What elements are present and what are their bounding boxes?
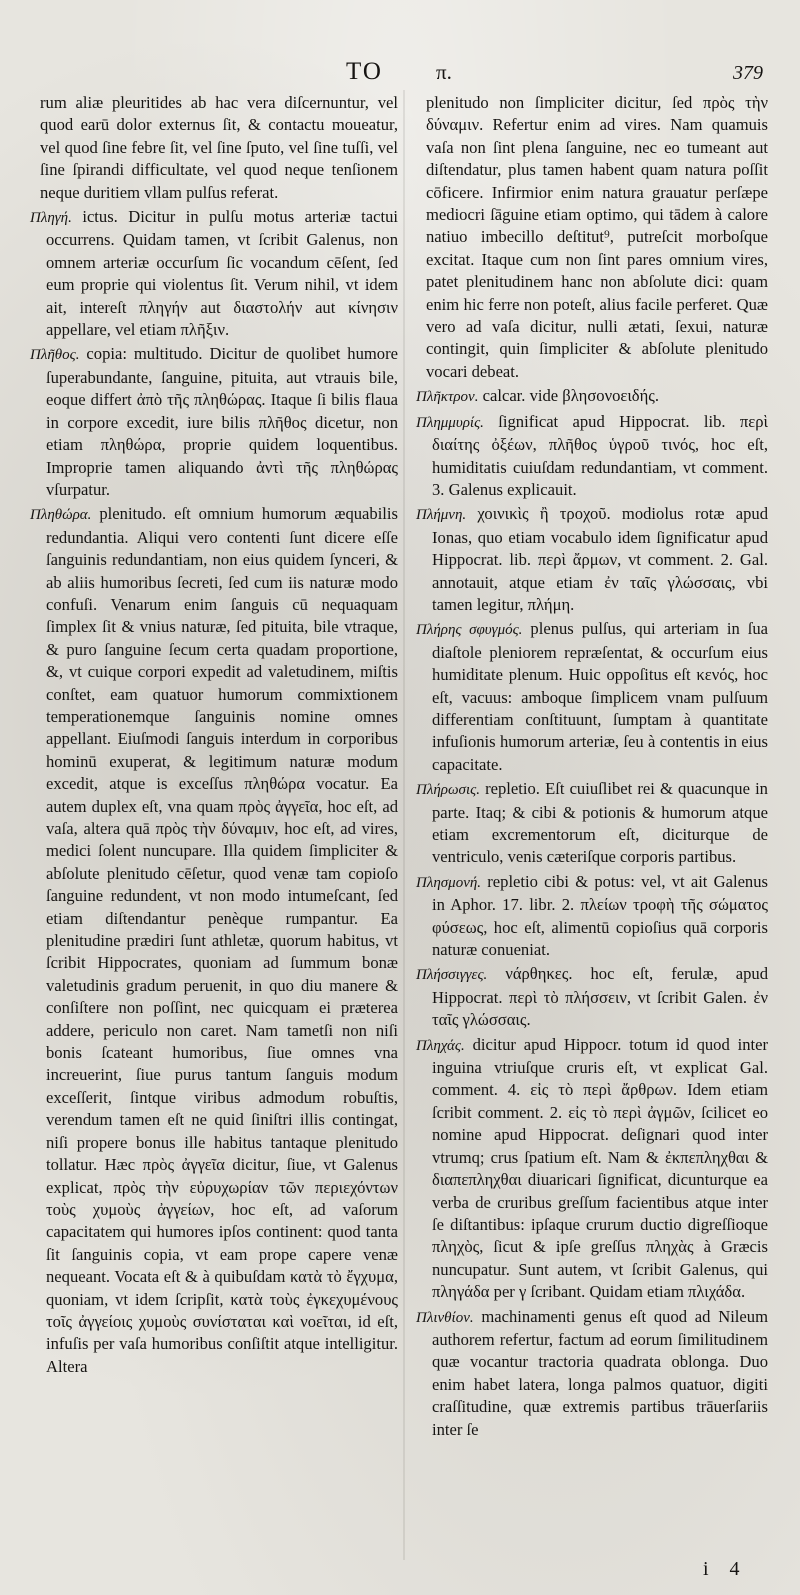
running-head: TO: [346, 58, 383, 85]
entry-headword: Πλήμνη.: [416, 507, 467, 524]
running-head-continuation: π.: [436, 60, 452, 84]
entry-headword: Πλημμυρίς.: [416, 414, 484, 431]
dictionary-entry: [416, 1306, 768, 1441]
entry-text: χοινικὶς ἢ τροχοῦ. modiolus rotæ apud Ionas, quo etiam vocabulo idem ſignificatur apud Hippocrat. lib. περὶ ἄρμων, vt comment. 2. Gal. annotauit, atque etiam ἐν ταῖς γλώσσαις, vbi tamen legitur, πλήμη.: [432, 504, 768, 614]
dictionary-entry: [30, 206, 398, 341]
dictionary-entry: [416, 385, 768, 408]
dictionary-entry: [416, 963, 768, 1031]
dictionary-entry: [416, 871, 768, 962]
entry-text: ictus. Dicitur in pulſu motus arteriæ tactui occurrens. Quidam tamen, vt ſcribit Galenus, non omnem arteriæ occurſum ſic vocandum cēſent, ſed eum proprie qui violentus ſit. Verum nihil, vt idem ait, intereſt πληγήν aut διαστολήν aut κίνησιν appellare, vel etiam πλῆξιν.: [46, 207, 398, 340]
entry-text: dicitur apud Hippocr. totum id quod inter inguina vtriuſque cruris eſt, vt explicat Gal. comment. 4. εἰς τὸ περὶ ἄρθρων. Idem etiam ſcribit comment. 2. εἰς τὸ περὶ ἀγμῶν, ſcilicet eo nomine apud Hippocrat. deſignari quod inter vtrumq; crus ſpatium eſt. Nam & ἐκπεπληχθαι & διαπεπληχθαι diuaricari ſignificat, dicunturque ea verba de cruribus greſſum facientibus atque inter ſe diſtantibus: ipſaque crurum ductio digreſſioque πληχὸς, ſicut & ipſe greſſus πληχὰς à Græcis nuncupatur. Sunt autem, vt ſcribit Galenus, qui πληγάδα per γ ſcribant. Quidam etiam πλιχάδα.: [432, 1034, 769, 1302]
dictionary-entry: [30, 343, 398, 501]
entry-headword: Πληθώρα.: [30, 507, 92, 524]
entry-text: machinamenti genus eſt quod ad Nileum authorem refertur, factum ad eorum ſimilitudinem quæ vocantur tractoria quadrata oblonga. Duo enim habet latera, longa palmos quatuor, digiti craſſitudine, quæ extremis partibus trāuerſariis inter ſe: [432, 1306, 768, 1439]
signature-mark: i 4: [703, 1558, 748, 1580]
entry-headword: Πληχάς.: [416, 1037, 465, 1054]
entry-headword: Πλήσσιγγες.: [416, 967, 488, 984]
dictionary-entry: [416, 503, 768, 616]
entry-headword: Πλήρωσις.: [416, 782, 480, 799]
page-header: [0, 58, 800, 88]
dictionary-entry: [416, 411, 768, 502]
entry-text: plenus pulſus, qui arteriam in ſua diaſtole pleniorem repræſentat, & occurſum eius humiditate plenum. Huic oppoſitus eſt κενός, hoc eſt, vacuus: amboque ſimplicem vnam pulſuum differentiam conſtituunt, ſumptam à quantitate infuſionis humorum arteriæ, ſeu à contentis in eius capacitate.: [432, 619, 768, 774]
entry-headword: Πλήρης σφυγμός.: [416, 622, 523, 639]
entry-headword: Πληγή.: [30, 210, 72, 227]
continuation-text: rum aliæ pleuritides ab hac vera diſcernuntur, vel quod earū dolor externus ſit, & contactu moueatur, vel quod ſine febre ſit, vel ſine ſputo, vel ſine tuſſi, vel ſine ſpirandi difficultate, vel quod neque tenſionem neque duritiem vllam pulſus referat.: [40, 93, 398, 202]
right-column: [416, 92, 768, 1443]
column-gutter: [403, 90, 405, 1560]
entry-text: ſignificat apud Hippocrat. lib. περὶ διαίτης ὀξέων, πλῆθος ὑγροῦ τινός, hoc eſt, humiditatis cuiuſdam redundantiam, vt comment. 3. Galenus explicauit.: [432, 411, 768, 499]
entry-headword: Πλῆκτρον.: [416, 389, 479, 406]
entry-text: repletio cibi & potus: vel, vt ait Galenus in Aphor. 17. libr. 2. πλείων τροφὴ τῆς σώματος φύσεως, hoc eſt, alimentū copioſius quā corporis naturæ conueniat.: [432, 871, 768, 960]
entry-text: copia: multitudo. Dicitur de quolibet humore ſuperabundante, ſanguine, pituita, aut vtrauis bile, eoque differt ἀπὸ τῆς πληθώρας. Itaque ſi bilis flaua in corpore excedit, iure bilis πλῆθος dicetur, non etiam πληθώρα, proprie quidem loquentibus. Improprie tamen aliquando ἀντὶ τῆς πληθώρας vſurpatur.: [46, 344, 398, 499]
entry-headword: Πλῆθος.: [30, 347, 80, 364]
entry-text: repletio. Eſt cuiuſlibet rei & quacunque in parte. Itaq; & cibi & potionis & humorum atque etiam excrementorum eſt, diciturque de ventriculo, venis cæteriſque corporis partibus.: [432, 779, 768, 867]
entry-headword: Πλινθίον.: [416, 1309, 474, 1326]
dictionary-entry: [416, 1034, 768, 1304]
continuation-text: plenitudo non ſimpliciter dicitur, ſed πρὸς τὴν δύναμιν. Refertur enim ad vires. Nam quamuis vaſa non ſint plena ſanguine, nec eo tumeant aut diſtendatur, plus tamen habent quam natura poſſit cōficere. Infirmior enim natura grauatur perſæpe mediocri ſāguine etiam optimo, qui tādem à calore natiuo imbecillo deſtitut⁹, putreſcit morboſque excitat. Itaque cum non ſint pares omnium vires, patet plenitudinem hanc non abſolute dici: quam enim hic ferre non poteſt, alius facile perferet. Quæ vero ad vaſa dicitur, nulli ætati, ſexui, naturæ contingit, quin ſimpliciter & abſolute plenitudo vocari debeat.: [426, 93, 768, 381]
entry-headword: Πλησμονή.: [416, 874, 482, 891]
entry-text: plenitudo. eſt omnium humorum æquabilis redundantia. Aliqui vero contenti ſunt dicere eſſe ſanguinis redundantiam, non eius quidem ſynceri, & ab aliis humoribus ſecreti, ſed cum iis naturæ modo confuſi. Venarum enim ſanguis cū nequaquam ſimplex ſit & vnius naturæ, ſed pituita, bile vtraque, & puro ſanguine ſecum certa quadam proportione, &, vt cuique corpori expedit ad valetudinem, miſtis conſtet, eam quatuor humorum commixtionem temperationemque ſanguinis nomine omnes appellant. Eiuſmodi ſanguis interdum in corporibus hominū exuperat, & legitimum naturæ modum excedit, atque is exceſſus πληθώρα vocatur. Ea autem duplex eſt, vna quam πρὸς ἀγγεῖα, hoc eſt, ad vaſa, altera quā πρὸς τὴν δύναμιν, hoc eſt, ad vires, medici ſolent nuncupare. Illa quidem ſimpliciter & abſolute plenitudo cēſetur, quod venæ tam copioſo ſanguine redundent, vt non modo intumeſcant, ſed etiam diſtendantur penèque rumpantur. Ea plenitudine prædiri ſunt athletæ, quorum habitus, vt ſcribit Hippocrates, quoniam ad ſummum bonæ valetudinis gradum peruenit, in quo diu manere & conſiſtere non poſſint, nec quicquam ei præterea addere, periculo non caret. Nam tametſi non niſi bonis ſcateant humoribus, ſiue omnes vna increuerint, ſiue purus tantum ſanguis modum exceſſerit, ſintque viribus admodum robuſtis, verendum tamen eſt ne quid ſiniſtri illis contingat, niſi propere bonus ille habitus tantaque plenitudo tollatur. Hæc πρὸς ἀγγεῖα dicitur, ſiue, vt Galenus explicat, πρὸς τὴν εὐρυχωρίαν τῶν περιεχόντων τοὺς χυμοὺς ἀγγείων, hoc eſt, ad vaſorum capacitatem qui humores ipſos continent: quod tanta ſit ſanguinis copia, vt eam prope capere venæ nequeant. Vocata eſt & à quibuſdam κατὰ τὸ ἔγχυμα, quoniam, vt idem ſcripſit, κατὰ τοὺς ἐγκεχυμένους τοῖς ἀγγείοις χυμοὺς συνίσταται καὶ νοεῖται, id eſt, infuſis per vaſa humoribus conſiſtit atque intelligitur. Altera: [46, 504, 398, 1376]
dictionary-entry: [416, 618, 768, 776]
page-number: 379: [733, 62, 763, 84]
dictionary-entry: [30, 503, 398, 1378]
left-column: [30, 92, 398, 1380]
dictionary-entry: [416, 778, 768, 869]
entry-text: νάρθηκες. hoc eſt, ferulæ, apud Hippocrat. περὶ τὸ πλήσσειν, vt ſcribit Galen. ἐν ταῖς γλώσσαις.: [432, 964, 768, 1030]
entry-text: calcar. vide βλησονοειδής.: [482, 386, 660, 406]
